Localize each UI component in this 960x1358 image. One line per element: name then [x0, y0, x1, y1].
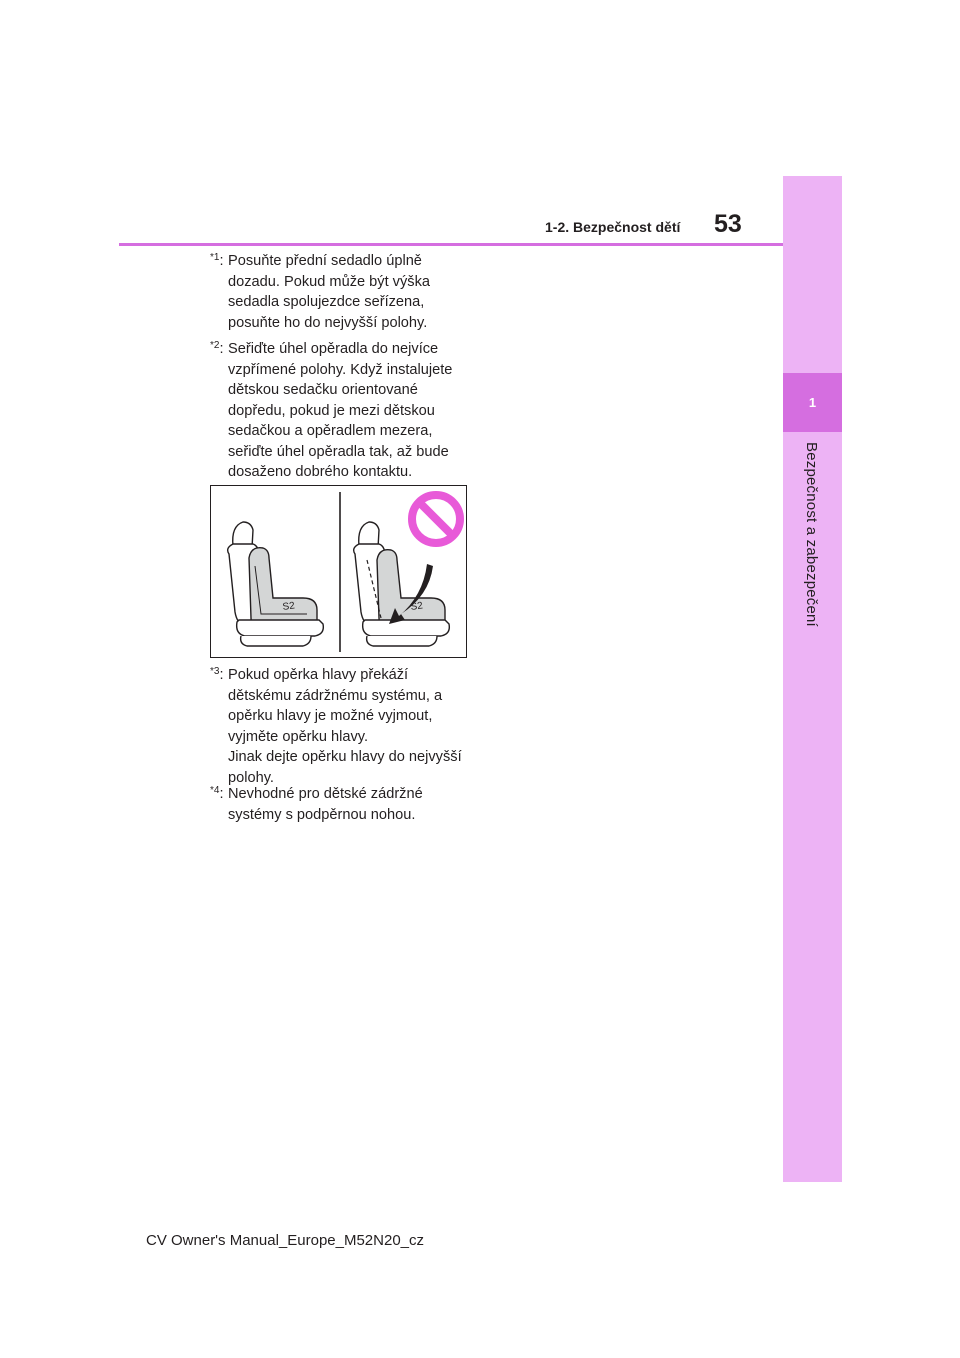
note-text-continued: Jinak dejte opěrku hlavy do nejvyšší polohy. [228, 749, 462, 786]
side-tab [783, 176, 842, 1182]
chapter-number-box[interactable] [783, 373, 842, 432]
section-title: 1-2. Bezpečnost dětí [545, 219, 681, 235]
chapter-title: Bezpečnost a zabezpečení [803, 442, 820, 627]
footer-manual-id: CV Owner's Manual_Europe_M52N20_cz [146, 1232, 425, 1249]
seat-illustration-svg [211, 486, 466, 657]
note-text: Posuňte přední sedadlo úplně dozadu. Pokud může být výška sedadla spolujezdce seřízena, posuňte ho do nejvyšší polohy. [228, 253, 430, 331]
seat-illustration [210, 485, 467, 658]
svg-text:S2: S2 [281, 600, 296, 613]
note-3 [210, 665, 472, 788]
note-2 [210, 339, 472, 483]
note-4 [210, 784, 472, 825]
svg-text:S2: S2 [409, 600, 424, 613]
note-text: Seřiďte úhel opěradla do nejvíce vzpřímené polohy. Když instalujete dětskou sedačku orientované dopředu, pokud je mezi dětskou sedačkou a opěradlem mezera, seřiďte úhel opěradla tak, až bude dosaženo dobrého kontaktu. [228, 341, 453, 480]
note-marker: $^{*1}$: [210, 252, 224, 269]
note-text: Nevhodné pro dětské zádržné systémy s podpěrnou nohou. [228, 786, 423, 823]
chapter-number: 1 [808, 395, 817, 410]
note-text: Pokud opěrka hlavy překáží dětskému zádržnému systému, a opěrku hlavy je možné vyjmout, vyjměte opěrku hlavy. [228, 667, 443, 745]
note-marker: $^{*2}$: [210, 340, 224, 357]
note-marker: $^{*3}$: [210, 666, 224, 683]
note-1 [210, 251, 472, 333]
prohibition-icon [412, 495, 460, 543]
page-number: 53 [714, 210, 742, 238]
header-rule [119, 243, 783, 246]
note-marker: $^{*4}$: [210, 785, 224, 802]
seat-correct [228, 522, 324, 646]
